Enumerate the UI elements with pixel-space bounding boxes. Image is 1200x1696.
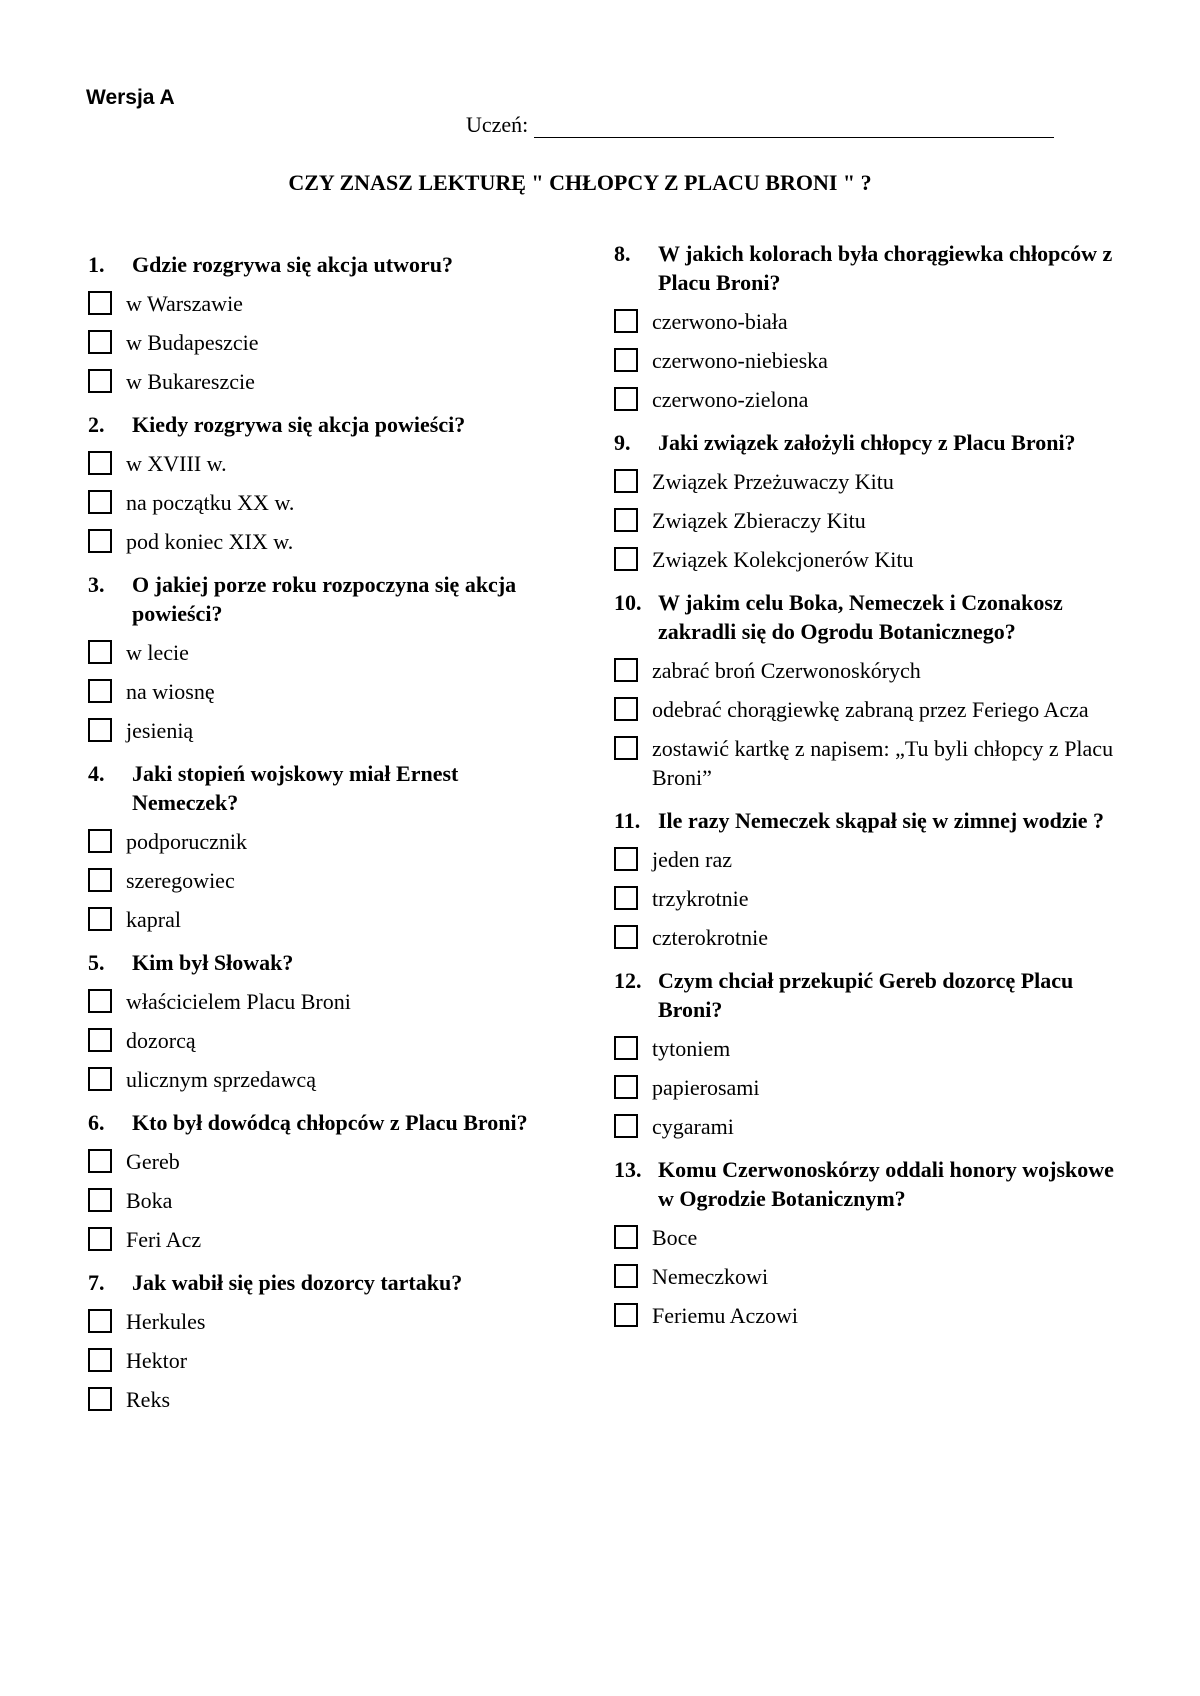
- answer-option[interactable]: [614, 545, 1114, 574]
- student-name-line[interactable]: [534, 117, 1054, 138]
- question-7: [88, 1268, 558, 1414]
- answer-checkbox[interactable]: [88, 1149, 112, 1173]
- answer-label: Reks: [126, 1387, 170, 1412]
- answer-checkbox[interactable]: [88, 451, 112, 475]
- answer-option[interactable]: [88, 866, 558, 895]
- answer-option[interactable]: [88, 367, 558, 396]
- answer-option[interactable]: [614, 385, 1114, 414]
- answer-label: Boce: [652, 1225, 698, 1250]
- question-4: [88, 759, 558, 934]
- answer-checkbox[interactable]: [614, 1264, 638, 1288]
- answer-label: w XVIII w.: [126, 451, 227, 476]
- question-text: W jakich kolorach była chorągiewka chłopców z Placu Broni?: [658, 241, 1113, 295]
- question-number: 7.: [88, 1270, 105, 1295]
- answer-option[interactable]: [88, 1346, 558, 1375]
- answer-label: pod koniec XIX w.: [126, 529, 294, 554]
- answer-checkbox[interactable]: [614, 925, 638, 949]
- question-heading: [614, 806, 1114, 835]
- answer-label: Hektor: [126, 1348, 188, 1373]
- answer-checkbox[interactable]: [88, 1348, 112, 1372]
- answer-label: zabrać broń Czerwonoskórych: [652, 658, 921, 683]
- question-2: [88, 410, 558, 556]
- question-6: [88, 1108, 558, 1254]
- answer-checkbox[interactable]: [88, 1188, 112, 1212]
- answer-option[interactable]: [88, 1225, 558, 1254]
- question-1: [88, 250, 558, 396]
- answer-option[interactable]: [614, 695, 1114, 724]
- answer-checkbox[interactable]: [614, 1036, 638, 1060]
- answer-label: w Bukareszcie: [126, 369, 255, 394]
- answer-option[interactable]: [88, 1026, 558, 1055]
- question-text: Jaki związek założyli chłopcy z Placu Broni?: [658, 430, 1076, 455]
- answer-option[interactable]: [88, 1186, 558, 1215]
- answer-checkbox[interactable]: [614, 387, 638, 411]
- question-number: 13.: [614, 1157, 642, 1182]
- answer-label: Herkules: [126, 1309, 206, 1334]
- question-heading: [614, 1155, 1114, 1213]
- answer-option[interactable]: [88, 638, 558, 667]
- answer-label: kapral: [126, 907, 181, 932]
- question-number: 8.: [614, 241, 631, 266]
- answer-option[interactable]: [614, 1262, 1114, 1291]
- version-label: Wersja A: [86, 86, 175, 109]
- question-11: [614, 806, 1114, 952]
- question-text: Gdzie rozgrywa się akcja utworu?: [132, 252, 453, 277]
- question-text: Komu Czerwonoskórzy oddali honory wojskowe w Ogrodzie Botanicznym?: [658, 1157, 1114, 1211]
- answer-label: Związek Przeżuwaczy Kitu: [652, 469, 894, 494]
- answer-checkbox[interactable]: [88, 291, 112, 315]
- answer-option[interactable]: [88, 827, 558, 856]
- answer-checkbox[interactable]: [614, 469, 638, 493]
- answer-checkbox[interactable]: [88, 907, 112, 931]
- question-heading: [614, 239, 1114, 297]
- question-5: [88, 948, 558, 1094]
- answer-checkbox[interactable]: [88, 1387, 112, 1411]
- answer-label: cygarami: [652, 1114, 734, 1139]
- answer-checkbox[interactable]: [614, 547, 638, 571]
- answer-checkbox[interactable]: [614, 508, 638, 532]
- answer-checkbox[interactable]: [614, 847, 638, 871]
- question-text: Czym chciał przekupić Gereb dozorcę Placu Broni?: [658, 968, 1074, 1022]
- answer-checkbox[interactable]: [88, 1067, 112, 1091]
- answer-checkbox[interactable]: [614, 736, 638, 760]
- question-10: [614, 588, 1114, 792]
- answer-checkbox[interactable]: [88, 330, 112, 354]
- answer-checkbox[interactable]: [614, 1114, 638, 1138]
- question-text: Jaki stopień wojskowy miał Ernest Nemeczek?: [132, 761, 459, 815]
- answer-option[interactable]: [88, 1065, 558, 1094]
- answer-checkbox[interactable]: [88, 1028, 112, 1052]
- question-heading: [614, 966, 1114, 1024]
- answer-label: podporucznik: [126, 829, 247, 854]
- answer-label: w lecie: [126, 640, 189, 665]
- answer-checkbox[interactable]: [88, 989, 112, 1013]
- question-number: 6.: [88, 1110, 105, 1135]
- answer-option[interactable]: [614, 506, 1114, 535]
- answer-label: Związek Zbieraczy Kitu: [652, 508, 866, 533]
- answer-label: właścicielem Placu Broni: [126, 989, 351, 1014]
- question-text: Kto był dowódcą chłopców z Placu Broni?: [132, 1110, 528, 1135]
- answer-checkbox[interactable]: [88, 640, 112, 664]
- answer-checkbox[interactable]: [88, 829, 112, 853]
- answer-option[interactable]: [614, 346, 1114, 375]
- answer-option[interactable]: [88, 1307, 558, 1336]
- answer-option[interactable]: [614, 307, 1114, 336]
- question-13: [614, 1155, 1114, 1330]
- question-number: 3.: [88, 572, 105, 597]
- page-title: CZY ZNASZ LEKTURĘ " CHŁOPCY Z PLACU BRONI " ?: [288, 170, 872, 195]
- answer-option[interactable]: [614, 1301, 1114, 1330]
- answer-checkbox[interactable]: [88, 1227, 112, 1251]
- answer-option[interactable]: [614, 1073, 1114, 1102]
- question-number: 12.: [614, 968, 642, 993]
- question-heading: [614, 428, 1114, 457]
- answer-checkbox[interactable]: [614, 1303, 638, 1327]
- question-9: [614, 428, 1114, 574]
- answer-label: Boka: [126, 1188, 173, 1213]
- question-number: 11.: [614, 808, 641, 833]
- answer-checkbox[interactable]: [614, 1225, 638, 1249]
- answer-option[interactable]: [88, 987, 558, 1016]
- question-heading: [614, 588, 1114, 646]
- answer-label: jesienią: [126, 718, 194, 743]
- answer-checkbox[interactable]: [614, 309, 638, 333]
- answer-label: Feri Acz: [126, 1227, 202, 1252]
- answer-option[interactable]: [614, 884, 1114, 913]
- answer-option[interactable]: [88, 677, 558, 706]
- answer-label: tytoniem: [652, 1036, 731, 1061]
- answer-label: trzykrotnie: [652, 886, 749, 911]
- answer-checkbox[interactable]: [88, 679, 112, 703]
- question-number: 5.: [88, 950, 105, 975]
- answer-option[interactable]: [614, 923, 1114, 952]
- answer-option[interactable]: [614, 1112, 1114, 1141]
- answer-checkbox[interactable]: [88, 1309, 112, 1333]
- answer-label: zostawić kartkę z napisem: „Tu byli chłopcy z Placu Broni”: [652, 736, 1114, 790]
- answer-label: w Warszawie: [126, 291, 243, 316]
- answer-label: Feriemu Aczowi: [652, 1303, 799, 1328]
- question-12: [614, 966, 1114, 1141]
- answer-option[interactable]: [88, 328, 558, 357]
- student-label: Uczeń:: [466, 112, 529, 137]
- question-8: [614, 239, 1114, 414]
- question-number: 9.: [614, 430, 631, 455]
- answer-checkbox[interactable]: [88, 868, 112, 892]
- answer-label: czerwono-zielona: [652, 387, 809, 412]
- question-heading: [88, 759, 558, 817]
- answer-label: czerwono-biała: [652, 309, 788, 334]
- answer-option[interactable]: [614, 1223, 1114, 1252]
- answer-option[interactable]: [88, 488, 558, 517]
- answer-checkbox[interactable]: [88, 718, 112, 742]
- answer-option[interactable]: [614, 656, 1114, 685]
- question-number: 1.: [88, 252, 105, 277]
- answer-checkbox[interactable]: [88, 529, 112, 553]
- answer-label: na wiosnę: [126, 679, 215, 704]
- answer-checkbox[interactable]: [614, 886, 638, 910]
- question-heading: [88, 948, 558, 977]
- right-column: [614, 239, 1114, 1344]
- question-heading: [88, 570, 558, 628]
- answer-option[interactable]: [614, 845, 1114, 874]
- answer-option[interactable]: [614, 1034, 1114, 1063]
- answer-label: papierosami: [652, 1075, 760, 1100]
- answer-label: Związek Kolekcjonerów Kitu: [652, 547, 914, 572]
- answer-label: na początku XX w.: [126, 490, 295, 515]
- question-text: Kim był Słowak?: [132, 950, 294, 975]
- answer-checkbox[interactable]: [88, 490, 112, 514]
- answer-option[interactable]: [88, 1385, 558, 1414]
- question-3: [88, 570, 558, 745]
- question-number: 4.: [88, 761, 105, 786]
- left-column: [88, 250, 558, 1428]
- answer-label: czerwono-niebieska: [652, 348, 828, 373]
- question-number: 2.: [88, 412, 105, 437]
- question-text: W jakim celu Boka, Nemeczek i Czonakosz zakradli się do Ogrodu Botanicznego?: [658, 590, 1063, 644]
- answer-option[interactable]: [614, 734, 1114, 792]
- answer-label: szeregowiec: [126, 868, 235, 893]
- answer-checkbox[interactable]: [614, 697, 638, 721]
- answer-label: czterokrotnie: [652, 925, 769, 950]
- answer-checkbox[interactable]: [614, 1075, 638, 1099]
- answer-checkbox[interactable]: [614, 348, 638, 372]
- answer-label: ulicznym sprzedawcą: [126, 1067, 316, 1092]
- question-number: 10.: [614, 590, 642, 615]
- question-heading: [88, 1108, 558, 1137]
- answer-option[interactable]: [88, 716, 558, 745]
- answer-label: dozorcą: [126, 1028, 196, 1053]
- question-heading: [88, 250, 558, 279]
- answer-label: Nemeczkowi: [652, 1264, 769, 1289]
- answer-label: w Budapeszcie: [126, 330, 259, 355]
- question-text: Ile razy Nemeczek skąpał się w zimnej wodzie ?: [658, 808, 1105, 833]
- question-text: Jak wabił się pies dozorcy tartaku?: [132, 1270, 463, 1295]
- answer-option[interactable]: [88, 449, 558, 478]
- answer-option[interactable]: [88, 905, 558, 934]
- answer-option[interactable]: [614, 467, 1114, 496]
- answer-label: odebrać chorągiewkę zabraną przez Feriego Acza: [652, 697, 1089, 722]
- answer-label: jeden raz: [652, 847, 732, 872]
- question-text: O jakiej porze roku rozpoczyna się akcja powieści?: [132, 572, 517, 626]
- student-name-field[interactable]: [466, 112, 1054, 138]
- answer-option[interactable]: [88, 289, 558, 318]
- answer-option[interactable]: [88, 527, 558, 556]
- answer-option[interactable]: [88, 1147, 558, 1176]
- answer-checkbox[interactable]: [88, 369, 112, 393]
- answer-label: Gereb: [126, 1149, 180, 1174]
- question-text: Kiedy rozgrywa się akcja powieści?: [132, 412, 466, 437]
- question-heading: [88, 1268, 558, 1297]
- question-heading: [88, 410, 558, 439]
- answer-checkbox[interactable]: [614, 658, 638, 682]
